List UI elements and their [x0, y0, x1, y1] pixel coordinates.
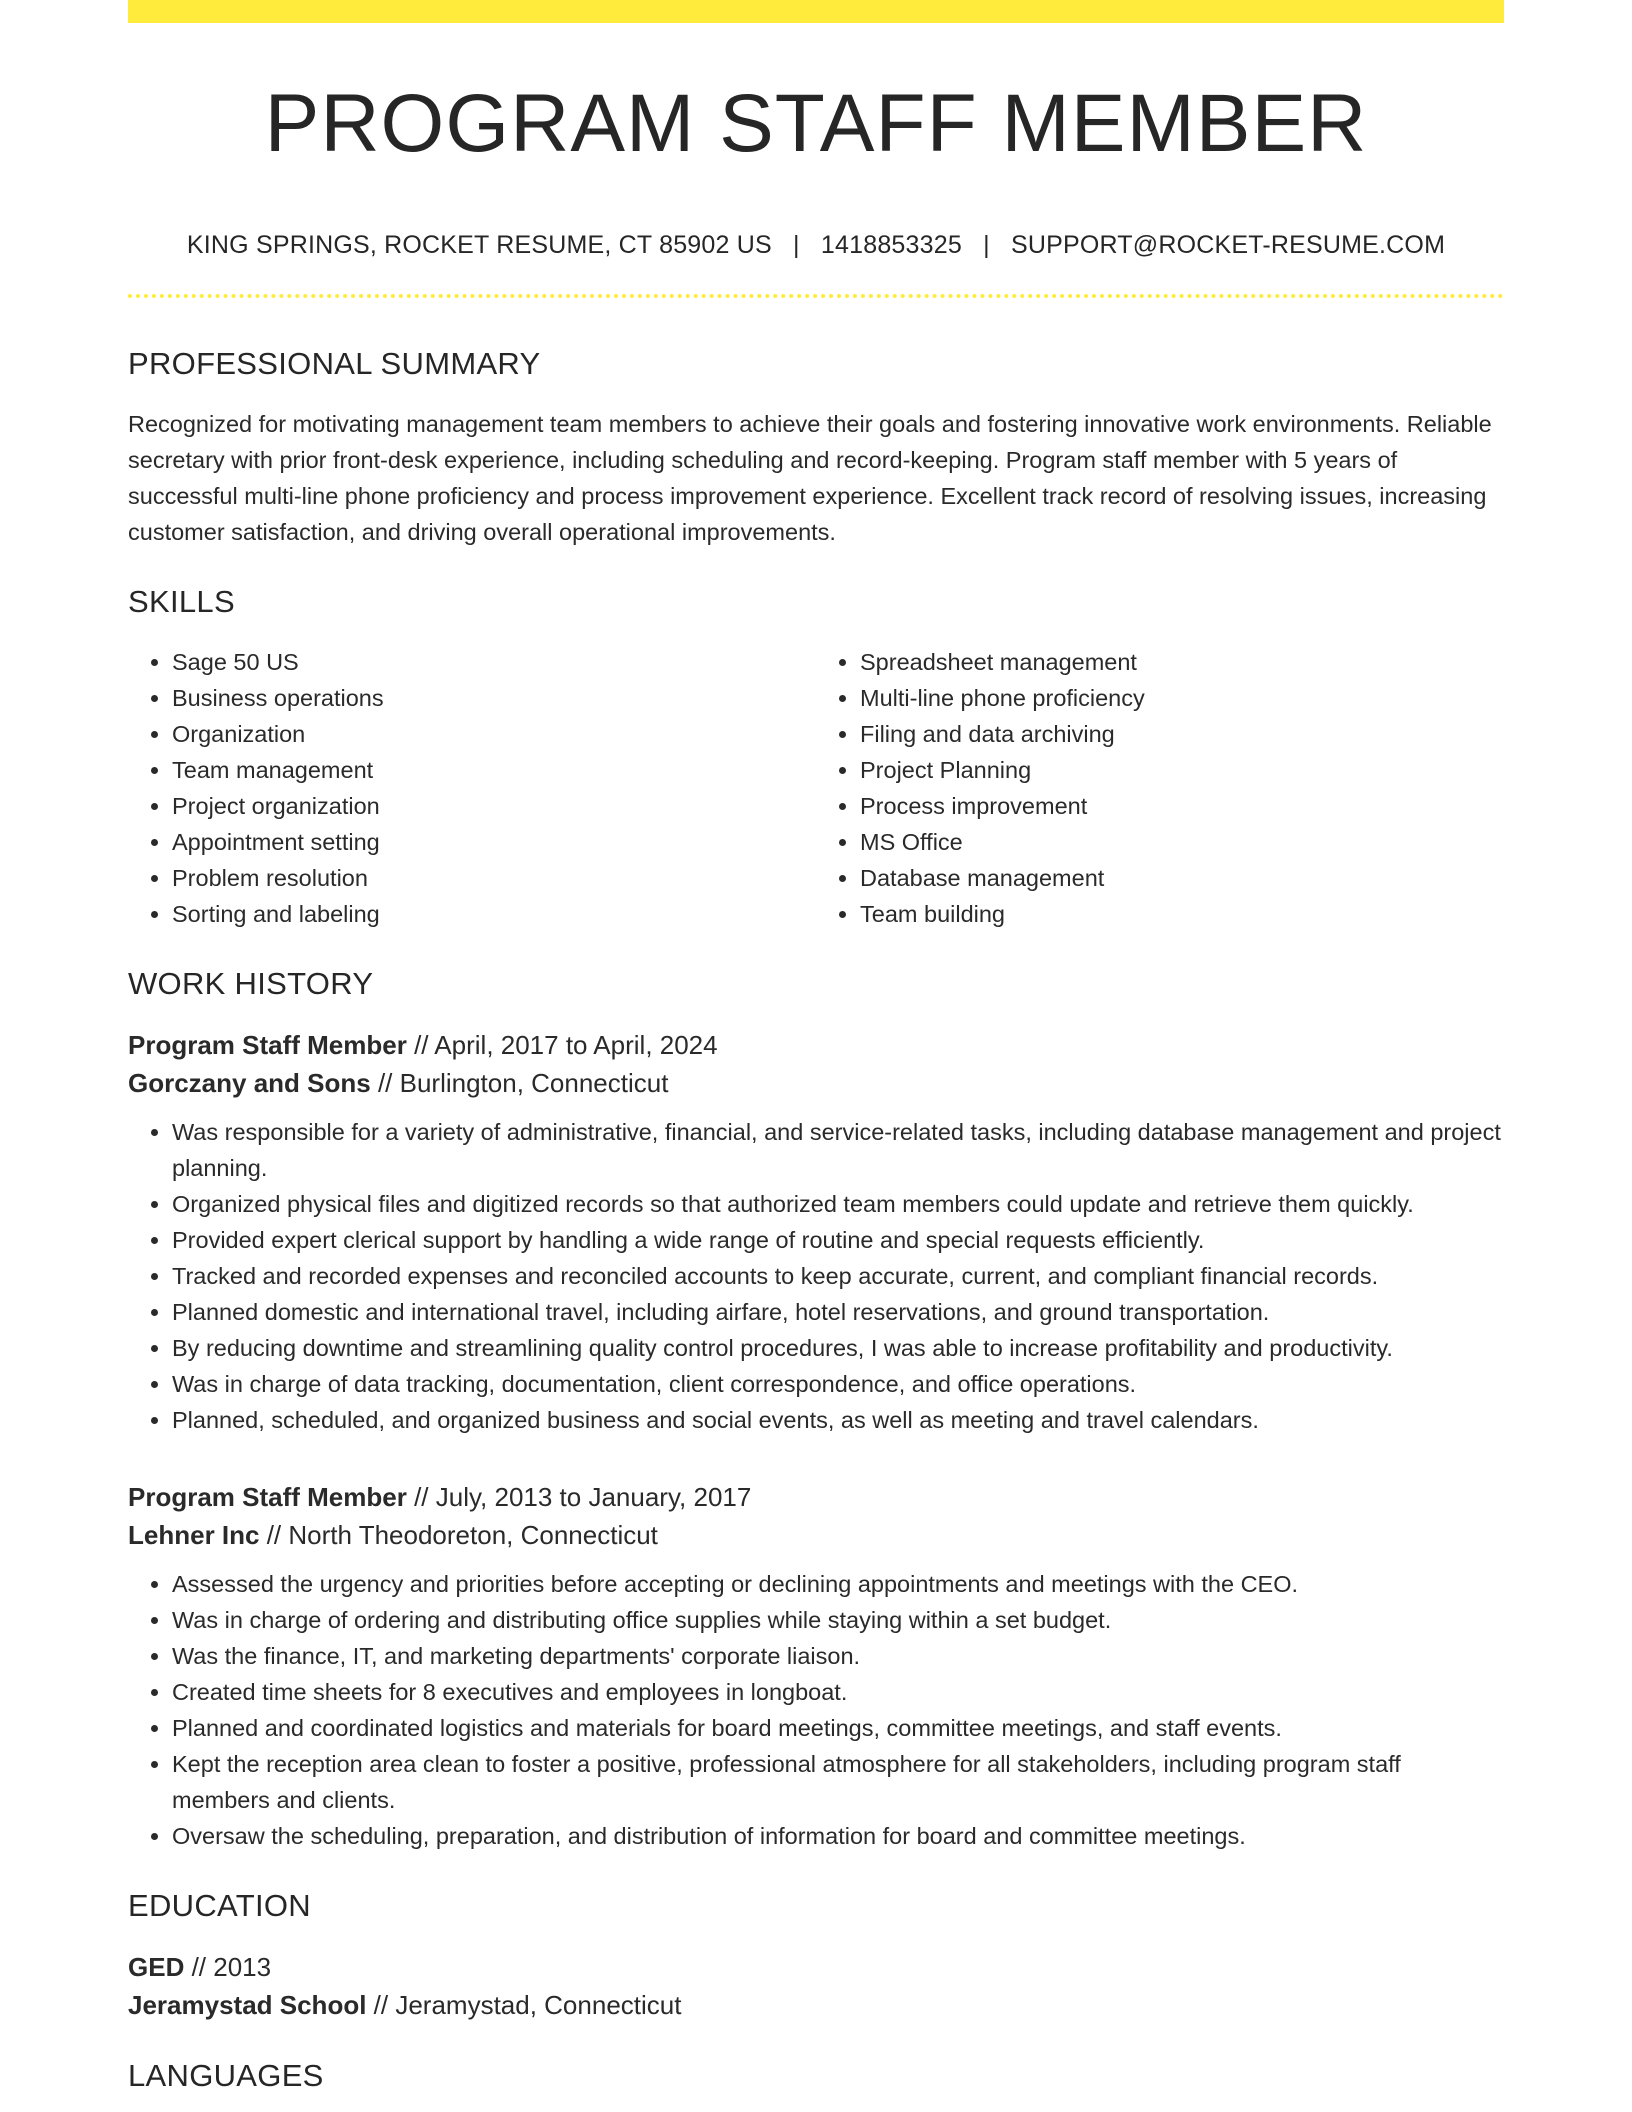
- education-title: EDUCATION: [128, 1888, 311, 1923]
- contact-email: SUPPORT@ROCKET-RESUME.COM: [1010, 231, 1446, 259]
- skills-columns: [128, 644, 1504, 932]
- job-role: Program Staff Member: [128, 1030, 407, 1060]
- job-bullet: • Planned and coordinated logistics and materials for board meetings, committee meetings, and staff events.: [172, 1710, 1504, 1746]
- summary-title: PROFESSIONAL SUMMARY: [128, 346, 541, 381]
- job-entry: [128, 1026, 1504, 1438]
- job-bullet: • Organized physical files and digitized records so that authorized team members could update and retrieve them quickly.: [172, 1186, 1504, 1222]
- job-company-line: [128, 1064, 1504, 1102]
- job-role-line: [128, 1026, 1504, 1064]
- job-role-line: [128, 1478, 1504, 1516]
- job-entry: [128, 1478, 1504, 1854]
- education-year: // 2013: [184, 1952, 272, 1982]
- skill-item: • Process improvement: [860, 788, 1504, 824]
- work-history-title: WORK HISTORY: [128, 966, 374, 1001]
- job-dates: // July, 2013 to January, 2017: [406, 1482, 752, 1512]
- skill-item: • Sorting and labeling: [172, 896, 816, 932]
- skill-item: • Business operations: [172, 680, 816, 716]
- contact-separator: |: [793, 231, 800, 259]
- job-company: Gorczany and Sons: [128, 1068, 371, 1098]
- skill-item: • Project Planning: [860, 752, 1504, 788]
- skill-item: • Problem resolution: [172, 860, 816, 896]
- job-bullet: • Kept the reception area clean to foster a positive, professional atmosphere for all stakeholders, including program staff members and clients.: [172, 1746, 1504, 1818]
- accent-bar: [128, 0, 1504, 23]
- dotted-divider: [128, 294, 1504, 298]
- skills-title: SKILLS: [128, 584, 235, 619]
- skill-item: • Multi-line phone proficiency: [860, 680, 1504, 716]
- contact-separator: |: [983, 231, 990, 259]
- skills-list-right: [816, 644, 1504, 932]
- skill-item: • Organization: [172, 716, 816, 752]
- contact-address: KING SPRINGS, ROCKET RESUME, CT 85902 US: [186, 231, 772, 259]
- job-bullet: • Planned domestic and international travel, including airfare, hotel reservations, and ground transportation.: [172, 1294, 1504, 1330]
- job-bullet: • Provided expert clerical support by handling a wide range of routine and special requests efficiently.: [172, 1222, 1504, 1258]
- skill-item: • Team building: [860, 896, 1504, 932]
- job-bullet: • Created time sheets for 8 executives and employees in longboat.: [172, 1674, 1504, 1710]
- education-entry: [128, 1948, 1504, 2024]
- skill-item: • Spreadsheet management: [860, 644, 1504, 680]
- education-school-line: [128, 1986, 1504, 2024]
- job-location: // Burlington, Connecticut: [370, 1068, 669, 1098]
- job-company-line: [128, 1516, 1504, 1554]
- job-bullet: • Oversaw the scheduling, preparation, and distribution of information for board and committee meetings.: [172, 1818, 1504, 1854]
- job-company: Lehner Inc: [128, 1520, 260, 1550]
- summary-text: Recognized for motivating management team members to achieve their goals and fostering innovative work environments. Reliable secretary with prior front-desk experience, including scheduling and record-keeping. Program staff member with 5 years of successful multi-line phone proficiency and process improvement experience. Excellent track record of resolving issues, increasing customer satisfaction, and driving overall operational improvements.: [128, 411, 1492, 545]
- job-bullets: [128, 1566, 1504, 1854]
- job-bullets: [128, 1114, 1504, 1438]
- skills-list-left: [128, 644, 816, 932]
- contact-line: [128, 231, 1504, 260]
- job-bullet: • Was the finance, IT, and marketing departments' corporate liaison.: [172, 1638, 1504, 1674]
- job-bullet: • Tracked and recorded expenses and reconciled accounts to keep accurate, current, and compliant financial records.: [172, 1258, 1504, 1294]
- languages-title: LANGUAGES: [128, 2058, 324, 2093]
- skill-item: • Project organization: [172, 788, 816, 824]
- job-dates: // April, 2017 to April, 2024: [406, 1030, 718, 1060]
- education-location: // Jeramystad, Connecticut: [366, 1990, 682, 2020]
- contact-phone: 1418853325: [820, 231, 962, 259]
- education-school: Jeramystad School: [128, 1990, 367, 2020]
- job-location: // North Theodoreton, Connecticut: [259, 1520, 658, 1550]
- job-bullet: • By reducing downtime and streamlining quality control procedures, I was able to increase profitability and productivity.: [172, 1330, 1504, 1366]
- skill-item: • Sage 50 US: [172, 644, 816, 680]
- job-bullet: • Was in charge of ordering and distributing office supplies while staying within a set budget.: [172, 1602, 1504, 1638]
- job-bullet: • Assessed the urgency and priorities before accepting or declining appointments and meetings with the CEO.: [172, 1566, 1504, 1602]
- skill-item: • Filing and data archiving: [860, 716, 1504, 752]
- resume-name: PROGRAM STAFF MEMBER: [264, 78, 1368, 169]
- job-role: Program Staff Member: [128, 1482, 407, 1512]
- job-bullet: • Was responsible for a variety of administrative, financial, and service-related tasks, including database management and project planning.: [172, 1114, 1504, 1186]
- skill-item: • MS Office: [860, 824, 1504, 860]
- education-degree-line: [128, 1948, 1504, 1986]
- resume-page: [128, 0, 1504, 2094]
- job-bullet: • Was in charge of data tracking, documentation, client correspondence, and office operations.: [172, 1366, 1504, 1402]
- job-bullet: • Planned, scheduled, and organized business and social events, as well as meeting and travel calendars.: [172, 1402, 1504, 1438]
- education-degree: GED: [128, 1952, 185, 1982]
- skill-item: • Database management: [860, 860, 1504, 896]
- skill-item: • Appointment setting: [172, 824, 816, 860]
- skill-item: • Team management: [172, 752, 816, 788]
